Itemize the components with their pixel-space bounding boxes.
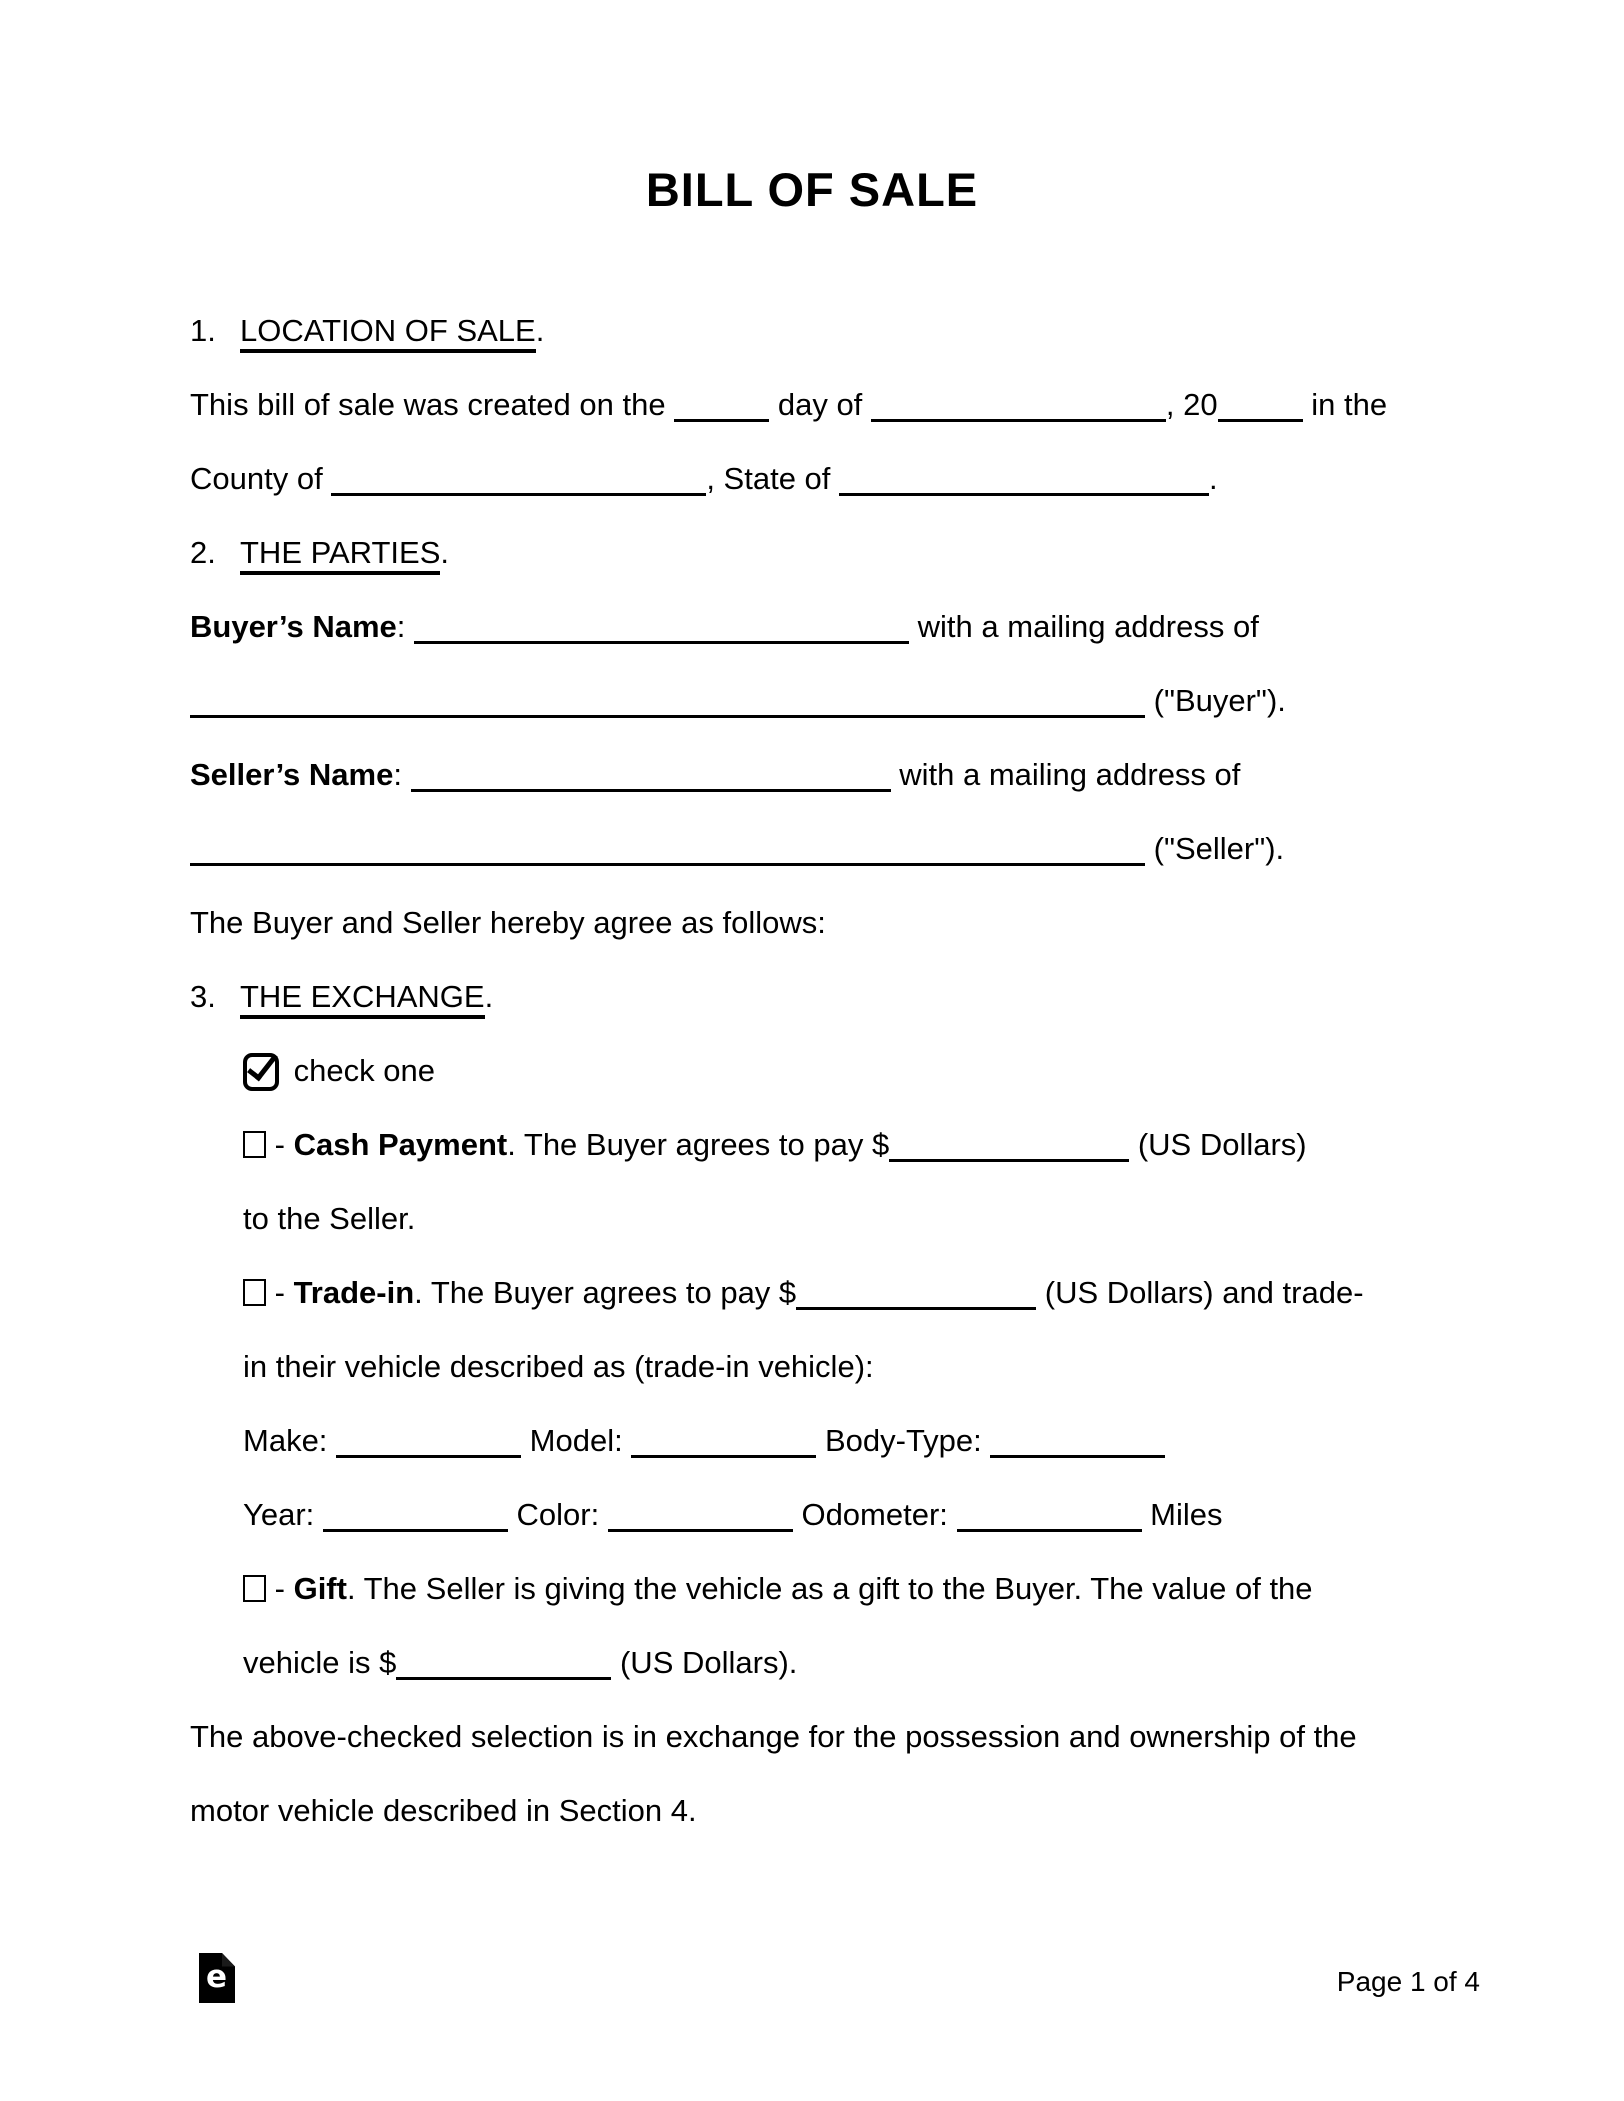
buyer-paren-label: ("Buyer"). — [1153, 683, 1286, 718]
seller-address-line — [190, 812, 1484, 886]
section-1-title: LOCATION OF SALE — [240, 313, 536, 353]
year-label: Year: — [243, 1497, 315, 1532]
check-one-label: check one — [293, 1053, 435, 1088]
buyer-name-blank[interactable] — [414, 613, 909, 644]
section-1-heading — [190, 294, 1484, 368]
seller-name-label: Seller’s Name — [190, 757, 394, 792]
cash-payment-wrap-text: to the Seller. — [243, 1201, 416, 1236]
gift-dash: - — [274, 1571, 285, 1606]
gift-label: Gift — [293, 1571, 347, 1606]
location-sentence-line-2 — [190, 442, 1484, 516]
section-1-number: 1. — [190, 313, 216, 348]
gift-wrap-line — [190, 1626, 1484, 1700]
vehicle-specs-line-2 — [190, 1478, 1484, 1552]
check-one-checkbox-checked-icon[interactable] — [243, 1053, 279, 1091]
trade-in-wrap-line — [190, 1330, 1484, 1404]
location-text-2: day of — [777, 387, 863, 422]
document-body — [190, 294, 1484, 1848]
body-type-label: Body-Type: — [824, 1423, 982, 1458]
miles-label: Miles — [1150, 1497, 1223, 1532]
odometer-label: Odometer: — [801, 1497, 948, 1532]
buyer-name-label: Buyer’s Name — [190, 609, 397, 644]
color-blank[interactable] — [608, 1501, 793, 1532]
model-blank[interactable] — [631, 1427, 816, 1458]
odometer-blank[interactable] — [957, 1501, 1142, 1532]
gift-value-text: vehicle is $ — [243, 1645, 397, 1680]
section-1-period: . — [535, 313, 545, 348]
eforms-logo-icon — [199, 1953, 235, 2003]
seller-colon: : — [393, 757, 402, 792]
trade-in-text: . The Buyer agrees to pay $ — [414, 1275, 797, 1310]
section-2-heading — [190, 516, 1484, 590]
cash-us-dollars-label: (US Dollars) — [1137, 1127, 1307, 1162]
location-text-4: in the — [1311, 387, 1388, 422]
closing-text-1: The above-checked selection is in exchange for the possession and ownership of the — [190, 1719, 1357, 1754]
seller-name-blank[interactable] — [411, 761, 891, 792]
state-label: , State of — [706, 461, 831, 496]
location-text-3: , 20 — [1165, 387, 1218, 422]
section-2-number: 2. — [190, 535, 216, 570]
gift-us-dollars-label: (US Dollars). — [619, 1645, 798, 1680]
gift-checkbox[interactable] — [243, 1575, 266, 1602]
logo-letter: e — [206, 1959, 228, 1995]
model-label: Model: — [529, 1423, 623, 1458]
check-one-line — [190, 1034, 1484, 1108]
vehicle-specs-line-1 — [190, 1404, 1484, 1478]
make-label: Make: — [243, 1423, 328, 1458]
cash-payment-wrap-line — [190, 1182, 1484, 1256]
year-blank[interactable] — [1218, 391, 1303, 422]
section-3-period: . — [484, 979, 494, 1014]
trade-us-dollars-label: (US Dollars) and trade- — [1044, 1275, 1364, 1310]
trade-amount-blank[interactable] — [796, 1279, 1036, 1310]
buyer-name-line — [190, 590, 1484, 664]
gift-line — [190, 1552, 1484, 1626]
seller-name-line — [190, 738, 1484, 812]
county-blank[interactable] — [331, 465, 706, 496]
trade-in-label: Trade-in — [293, 1275, 415, 1310]
cash-payment-label: Cash Payment — [293, 1127, 508, 1162]
county-label: County of — [190, 461, 323, 496]
section-3-title: THE EXCHANGE — [240, 979, 485, 1019]
cash-payment-checkbox[interactable] — [243, 1131, 266, 1158]
section-2-title: THE PARTIES — [240, 535, 440, 575]
state-blank[interactable] — [839, 465, 1209, 496]
seller-paren-label: ("Seller"). — [1153, 831, 1285, 866]
buyer-address-blank[interactable] — [190, 687, 1145, 718]
trade-in-checkbox[interactable] — [243, 1279, 266, 1306]
buyer-colon: : — [396, 609, 406, 644]
closing-text-2: motor vehicle described in Section 4. — [190, 1793, 697, 1828]
page-number-label: Page 1 of 4 — [1336, 1966, 1480, 1997]
cash-payment-text: . The Buyer agrees to pay $ — [507, 1127, 890, 1162]
seller-mailing-text: with a mailing address of — [899, 757, 1241, 792]
closing-line-2 — [190, 1774, 1484, 1848]
trade-dash: - — [274, 1275, 285, 1310]
section-2-period: . — [440, 535, 450, 570]
vehicle-year-blank[interactable] — [323, 1501, 508, 1532]
trade-in-line — [190, 1256, 1484, 1330]
color-label: Color: — [516, 1497, 600, 1532]
section-3-heading — [190, 960, 1484, 1034]
gift-amount-blank[interactable] — [396, 1649, 611, 1680]
location-period: . — [1209, 461, 1218, 496]
make-blank[interactable] — [336, 1427, 521, 1458]
month-blank[interactable] — [871, 391, 1166, 422]
cash-dash: - — [274, 1127, 285, 1162]
agreement-intro-line — [190, 886, 1484, 960]
location-sentence-line-1 — [190, 368, 1484, 442]
cash-amount-blank[interactable] — [889, 1131, 1129, 1162]
page-title: BILL OF SALE — [645, 163, 979, 216]
buyer-address-line — [190, 664, 1484, 738]
buyer-mailing-text: with a mailing address of — [917, 609, 1259, 644]
gift-text: . The Seller is giving the vehicle as a gift to the Buyer. The value of the — [346, 1571, 1313, 1606]
agreement-intro-text: The Buyer and Seller hereby agree as follows: — [190, 905, 826, 940]
body-type-blank[interactable] — [990, 1427, 1165, 1458]
seller-address-blank[interactable] — [190, 835, 1145, 866]
checkmark-icon — [247, 1048, 278, 1082]
day-blank[interactable] — [674, 391, 769, 422]
section-3-number: 3. — [190, 979, 216, 1014]
closing-line-1 — [190, 1700, 1484, 1774]
trade-in-wrap-text: in their vehicle described as (trade-in vehicle): — [243, 1349, 874, 1384]
location-text-1: This bill of sale was created on the — [190, 387, 666, 422]
cash-payment-line — [190, 1108, 1484, 1182]
